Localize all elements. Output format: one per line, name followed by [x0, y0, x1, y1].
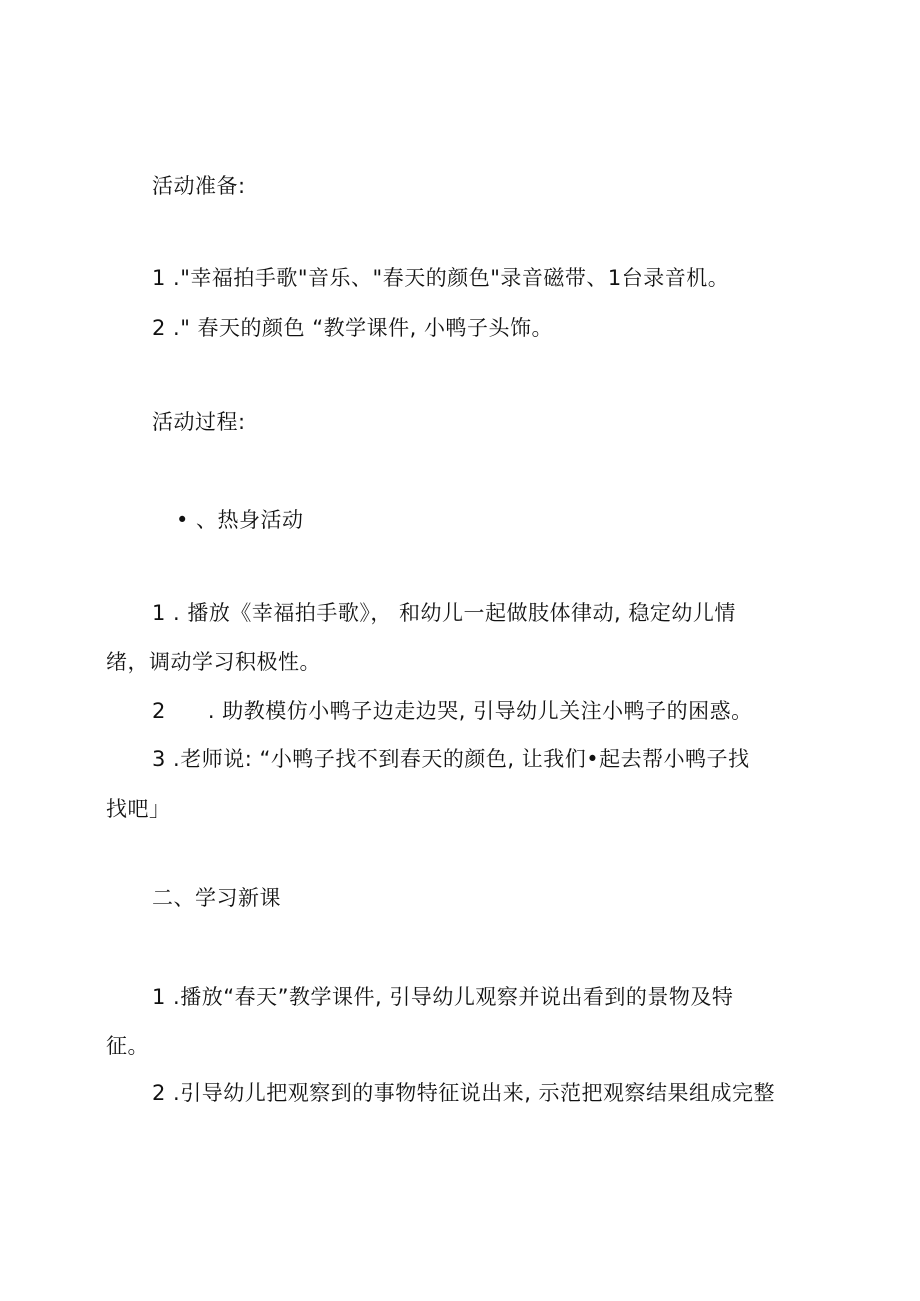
newlesson-heading: 二、学习新课 — [152, 886, 281, 910]
warmup-item-1-line2: 绪，调动学习积极性。 — [106, 650, 321, 674]
warmup-item-3-line1: 3 .老师说: “小鸭子找不到春天的颜色, 让我们•起去帮小鸭子找 — [152, 747, 750, 771]
newlesson-item-1-line2: 征。 — [106, 1034, 149, 1058]
warmup-item-2-text: . 助教模仿小鸭子边走边哭, 引导幼儿关注小鸭子的困惑。 — [207, 699, 753, 723]
warmup-heading: • 、热身活动 — [176, 508, 304, 532]
warmup-item-2-number: 2 — [152, 699, 166, 723]
warmup-item-1-line1: 1 . 播放《幸福拍手歌》， 和幼儿一起做肢体律动, 稳定幼儿情 — [152, 601, 736, 625]
process-heading: 活动过程: — [152, 410, 246, 434]
prep-item-2: 2 ." 春天的颜色 “教学课件, 小鸭子头饰。 — [152, 316, 553, 340]
newlesson-item-2-line1: 2 .引导幼儿把观察到的事物特征说出来, 示范把观察结果组成完整 — [152, 1081, 776, 1105]
newlesson-item-1-line1: 1 .播放“春天”教学课件, 引导幼儿观察并说出看到的景物及特 — [152, 985, 734, 1009]
warmup-item-3-line2: 找吧」 — [106, 797, 171, 821]
prep-heading: 活动准备: — [152, 174, 246, 198]
prep-item-1: 1 ."幸福拍手歌"音乐、"春天的颜色"录音磁带、1台录音机。 — [152, 266, 730, 290]
warmup-item-2 — [152, 696, 753, 726]
